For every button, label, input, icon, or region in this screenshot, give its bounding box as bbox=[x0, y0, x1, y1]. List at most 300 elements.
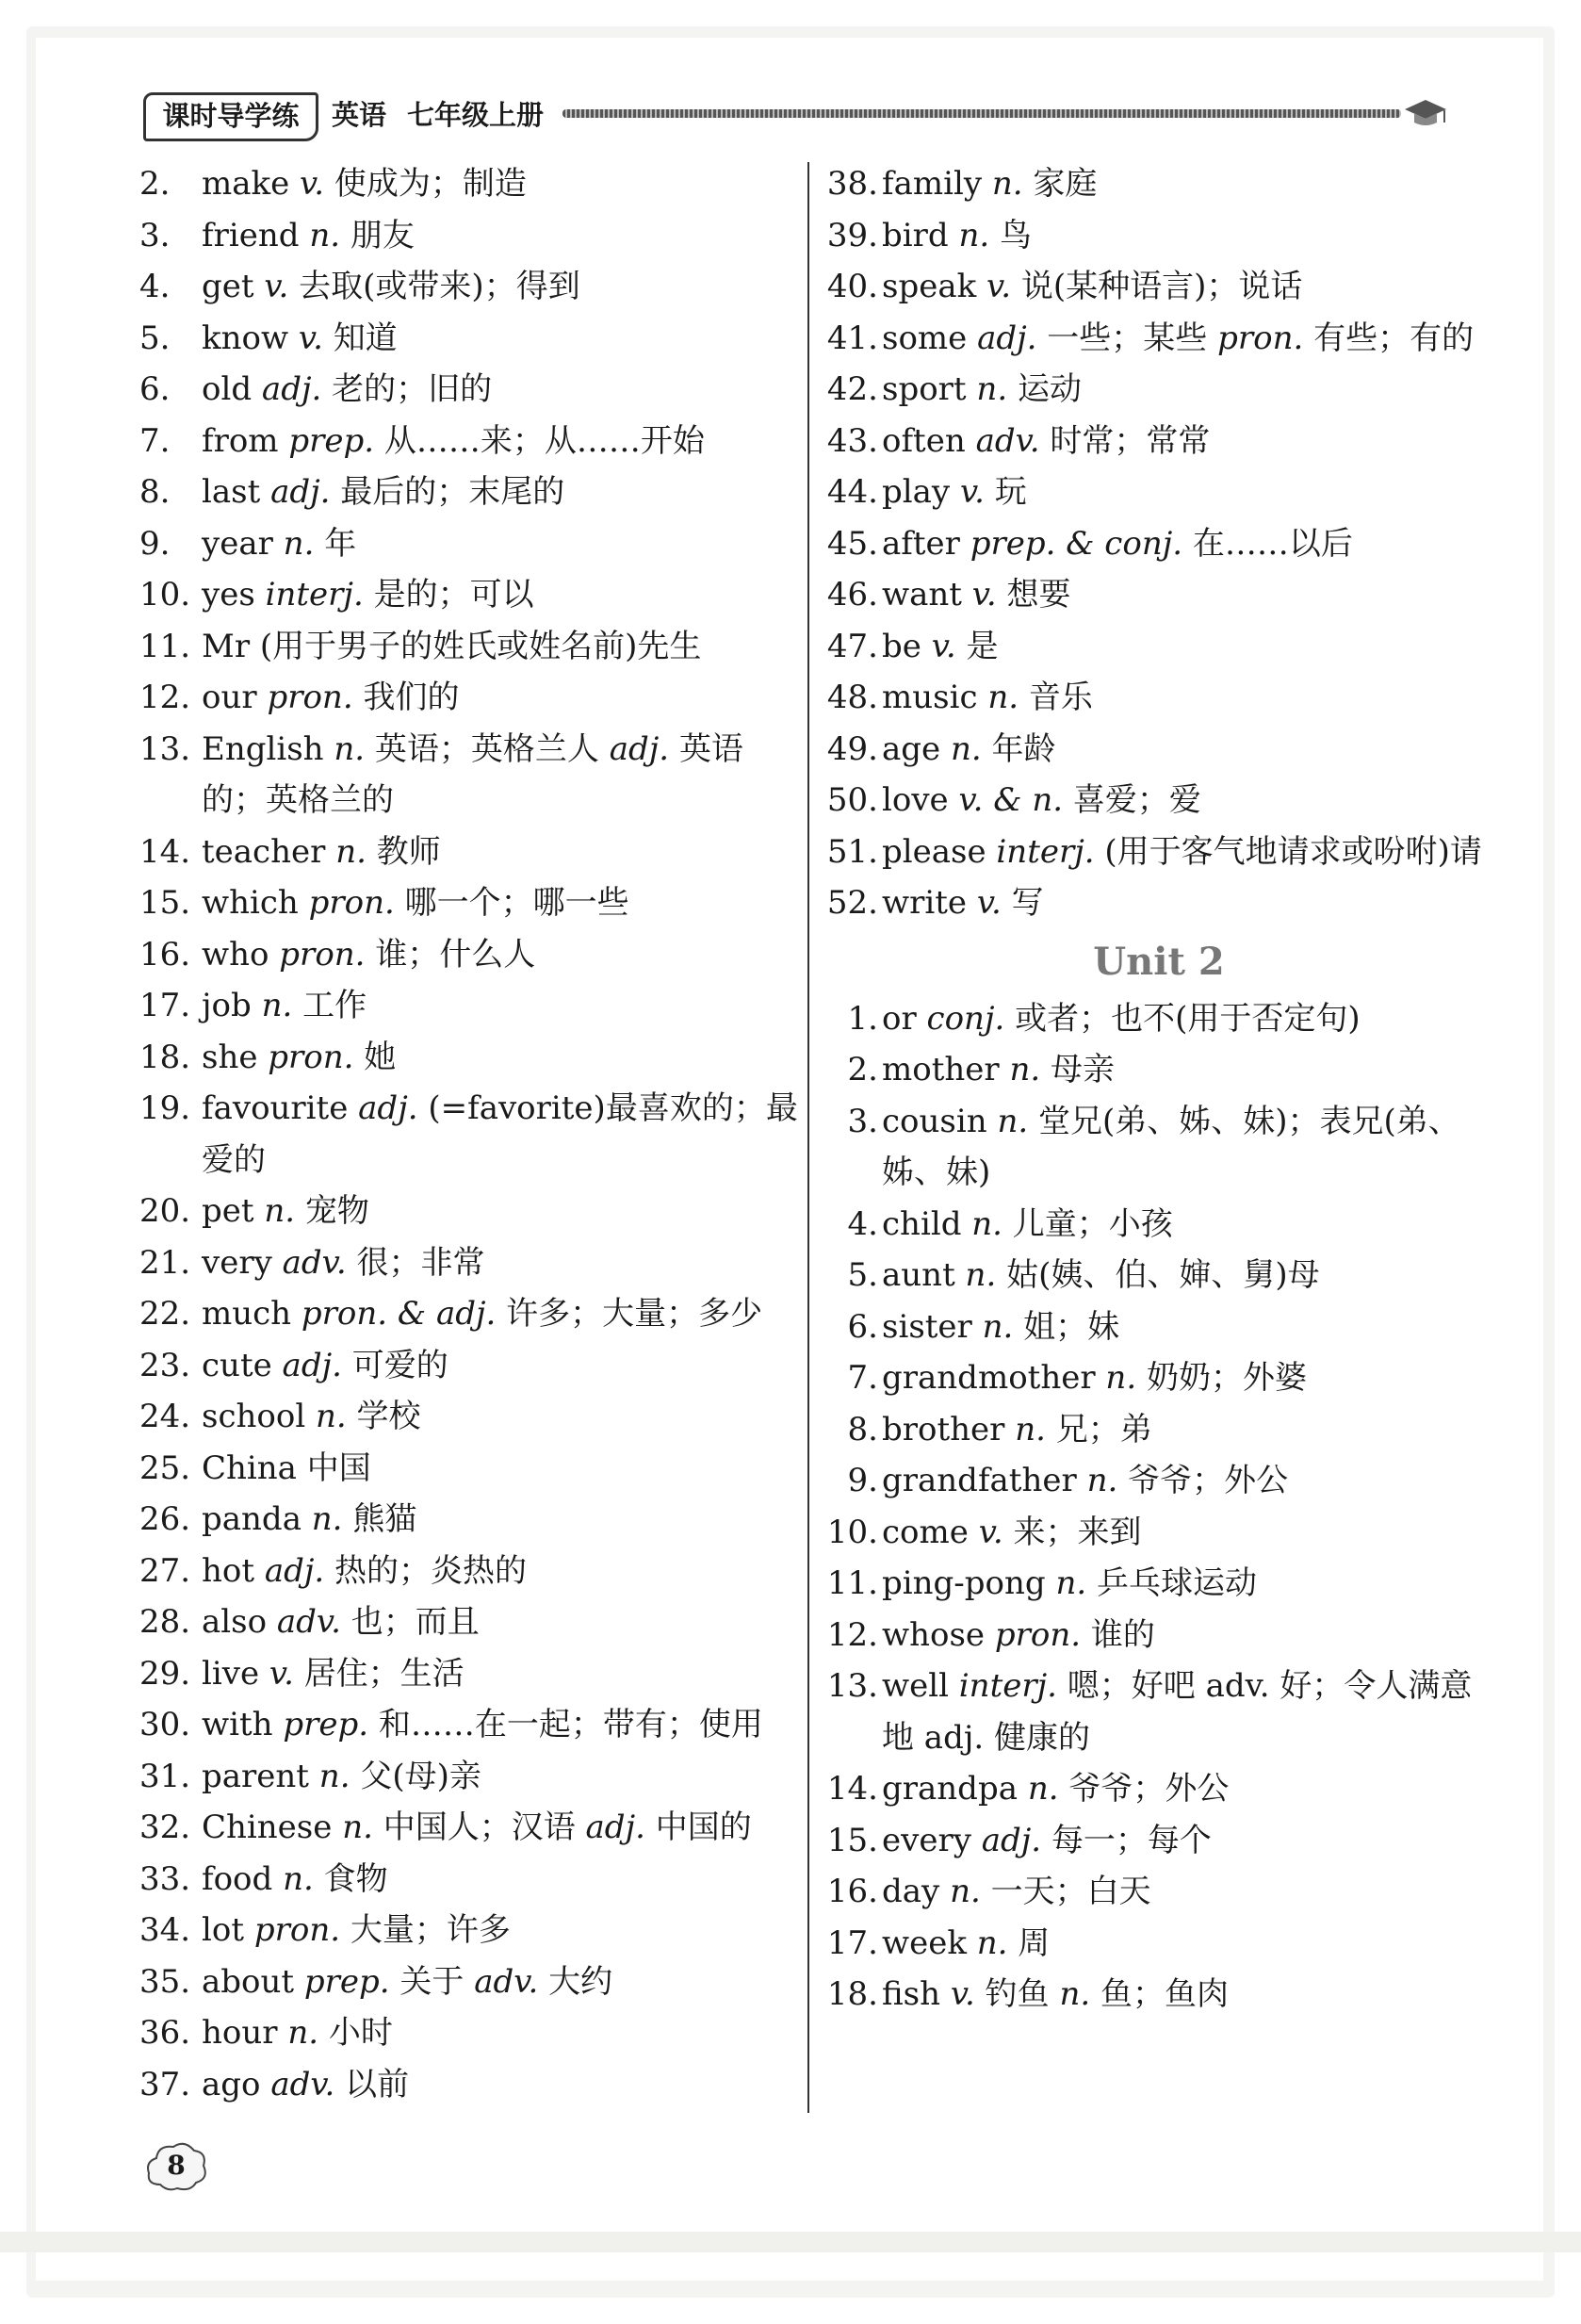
vocab-entry bbox=[139, 1905, 799, 1956]
vocab-entry bbox=[139, 466, 799, 518]
entry-word: get bbox=[202, 268, 254, 305]
entry-meaning: 一天；白天 bbox=[990, 1873, 1151, 1910]
entry-number: 44. bbox=[826, 473, 878, 511]
grade-label: 七年级上册 bbox=[407, 99, 545, 131]
vocab-entry bbox=[139, 1494, 799, 1546]
entry-part-of-speech: adj. bbox=[264, 1551, 325, 1590]
vocab-entry bbox=[820, 724, 1498, 776]
entry-number: 7. bbox=[847, 1359, 878, 1397]
entry-meaning: 鸟 bbox=[1000, 216, 1032, 254]
entry-word: last bbox=[202, 473, 261, 511]
vocab-entry bbox=[139, 826, 799, 878]
entry-number: 26. bbox=[139, 1500, 191, 1538]
vocab-entry bbox=[139, 1083, 799, 1186]
entry-part-of-speech-2: adj. bbox=[609, 729, 670, 768]
vocab-entry bbox=[820, 364, 1498, 416]
entry-word: child bbox=[882, 1204, 962, 1243]
vocab-entry bbox=[820, 416, 1498, 467]
entry-meaning: 学校 bbox=[356, 1398, 421, 1435]
entry-meaning: 运动 bbox=[1017, 370, 1082, 408]
entry-number: 1. bbox=[847, 999, 878, 1038]
entry-word: from bbox=[202, 421, 279, 460]
vocab-entry bbox=[820, 1815, 1498, 1867]
entry-part-of-speech: n. bbox=[1105, 1359, 1137, 1397]
entry-word: ago bbox=[202, 2065, 261, 2103]
entry-meaning: 我们的 bbox=[363, 679, 460, 716]
entry-meaning: 姑(姨、伯、婶、舅)母 bbox=[1006, 1256, 1320, 1294]
entry-word: come bbox=[882, 1513, 969, 1551]
vocab-entry bbox=[139, 1854, 799, 1906]
entry-meaning: 来；来到 bbox=[1013, 1513, 1142, 1551]
vocab-entry bbox=[820, 261, 1498, 313]
entry-meaning: 最后的；末尾的 bbox=[340, 473, 565, 511]
entry-meaning: 一些；某些 bbox=[1047, 319, 1208, 357]
entry-part-of-speech: n. bbox=[1055, 1564, 1087, 1602]
entry-meaning: (=favorite)最喜欢的；最爱的 bbox=[202, 1089, 798, 1179]
graduation-cap-icon bbox=[1401, 96, 1450, 130]
entry-number: 12. bbox=[826, 1615, 878, 1654]
entry-part-of-speech: v. bbox=[931, 627, 956, 665]
vocab-entry bbox=[139, 2059, 799, 2111]
entry-part-of-speech: n. bbox=[318, 1757, 350, 1795]
entry-meaning: 大量；许多 bbox=[350, 1911, 511, 1949]
entry-number: 21. bbox=[139, 1243, 191, 1282]
vocab-entry bbox=[820, 466, 1498, 518]
entry-number: 20. bbox=[139, 1192, 191, 1230]
entry-meaning: 老的；旧的 bbox=[332, 370, 493, 408]
entry-number: 8. bbox=[847, 1410, 878, 1448]
entry-meaning: 谁的 bbox=[1090, 1615, 1155, 1654]
vocab-entry bbox=[820, 1507, 1498, 1559]
entry-meaning: 教师 bbox=[376, 832, 441, 871]
entry-word: sister bbox=[882, 1307, 972, 1346]
entry-word: day bbox=[882, 1873, 940, 1910]
entry-meaning: 英语；英格兰人 bbox=[374, 729, 599, 768]
vocab-entry bbox=[820, 1301, 1498, 1353]
entry-number: 11. bbox=[826, 1564, 878, 1602]
entry-word: school bbox=[202, 1398, 306, 1435]
vocab-entry bbox=[820, 1610, 1498, 1661]
entry-part-of-speech: n. bbox=[1086, 1462, 1118, 1499]
entry-number: 46. bbox=[826, 576, 878, 614]
entry-part-of-speech: n. bbox=[997, 1102, 1029, 1140]
entry-number: 14. bbox=[139, 832, 191, 871]
vocab-entry bbox=[139, 569, 799, 621]
vocab-entry bbox=[820, 518, 1498, 570]
entry-part-of-speech: adj. bbox=[977, 319, 1037, 357]
entry-number: 10. bbox=[139, 576, 191, 614]
entry-word: some bbox=[882, 319, 968, 357]
entry-number: 5. bbox=[139, 319, 171, 357]
entry-word: English bbox=[202, 729, 324, 768]
entry-number: 13. bbox=[826, 1667, 878, 1705]
entry-word: also bbox=[202, 1603, 268, 1641]
entry-word: well bbox=[882, 1667, 949, 1705]
entry-word: or bbox=[882, 999, 917, 1038]
entry-word: job bbox=[202, 987, 252, 1024]
vocab-entry bbox=[820, 1866, 1498, 1918]
entry-meaning: 从……来；从……开始 bbox=[383, 421, 705, 460]
entry-meaning-2: 鱼；鱼肉 bbox=[1100, 1975, 1229, 2013]
entry-number: 47. bbox=[826, 627, 878, 665]
entry-part-of-speech: n. bbox=[287, 2014, 319, 2052]
entry-part-of-speech: n. bbox=[958, 216, 990, 254]
entry-number: 14. bbox=[826, 1770, 878, 1808]
entry-meaning: 和……在一起；带有；使用 bbox=[378, 1706, 763, 1743]
entry-number: 27. bbox=[139, 1551, 191, 1590]
entry-number: 17. bbox=[826, 1923, 878, 1962]
vocab-entry bbox=[139, 1340, 799, 1392]
vocab-entry bbox=[139, 1648, 799, 1700]
vocab-entry bbox=[820, 1763, 1498, 1815]
vocab-entry bbox=[139, 1596, 799, 1648]
entry-number: 45. bbox=[826, 524, 878, 563]
left-column bbox=[139, 158, 799, 2110]
entry-word: very bbox=[202, 1243, 272, 1282]
entry-part-of-speech: pron. bbox=[267, 679, 353, 716]
entry-number: 48. bbox=[826, 679, 878, 716]
entry-part-of-speech-2: pron. bbox=[1217, 319, 1304, 357]
entry-meaning: 乒乓球运动 bbox=[1097, 1564, 1258, 1602]
entry-word: friend bbox=[202, 216, 300, 254]
entry-meaning: 周 bbox=[1018, 1923, 1051, 1962]
entry-part-of-speech: prep. bbox=[283, 1706, 369, 1743]
entry-number: 9. bbox=[139, 524, 171, 563]
entry-number: 15. bbox=[139, 884, 191, 922]
entry-part-of-speech: n. bbox=[335, 832, 367, 871]
entry-meaning: 每一；每个 bbox=[1051, 1821, 1212, 1859]
entry-number: 29. bbox=[139, 1654, 191, 1693]
entry-number: 41. bbox=[826, 319, 878, 357]
entry-word: who bbox=[202, 935, 269, 974]
entry-meaning: 食物 bbox=[323, 1859, 388, 1898]
entry-number: 51. bbox=[826, 832, 878, 871]
header-divider bbox=[562, 109, 1401, 118]
entry-meaning: 朋友 bbox=[350, 216, 415, 254]
entry-part-of-speech: v. bbox=[300, 165, 325, 203]
vocab-entry bbox=[139, 1546, 799, 1597]
entry-part-of-speech: prep. & conj. bbox=[970, 524, 1183, 563]
entry-part-of-speech: n. bbox=[1027, 1770, 1059, 1808]
entry-number: 35. bbox=[139, 1962, 191, 2001]
entry-meaning: 她 bbox=[364, 1038, 397, 1076]
entry-number: 15. bbox=[826, 1821, 878, 1859]
entry-word: brother bbox=[882, 1410, 1005, 1448]
entry-part-of-speech: conj. bbox=[926, 999, 1005, 1038]
entry-meaning: 哪一个；哪一些 bbox=[404, 884, 629, 922]
entry-word: pet bbox=[202, 1192, 254, 1230]
vocab-entry bbox=[139, 1288, 799, 1340]
entry-meaning: 母亲 bbox=[1051, 1051, 1115, 1088]
vocab-list-unit2 bbox=[820, 993, 1498, 2021]
entry-part-of-speech: pron. bbox=[994, 1615, 1082, 1654]
entry-part-of-speech: v. bbox=[269, 1654, 294, 1693]
entry-part-of-speech: prep. bbox=[288, 421, 375, 460]
entry-word: hour bbox=[202, 2014, 278, 2052]
entry-part-of-speech: adv. bbox=[282, 1243, 347, 1282]
entry-part-of-speech: adv. bbox=[270, 2065, 335, 2103]
entry-number: 2. bbox=[847, 1051, 878, 1088]
entry-meaning: 去取(或带来)；得到 bbox=[299, 268, 580, 305]
entry-part-of-speech: n. bbox=[971, 1204, 1002, 1243]
entry-part-of-speech: n. bbox=[976, 1923, 1008, 1962]
entry-number: 16. bbox=[139, 935, 191, 974]
vocab-entry bbox=[820, 672, 1498, 724]
entry-meaning: 年龄 bbox=[991, 729, 1056, 768]
unit-heading: Unit 2 bbox=[1093, 939, 1225, 984]
entry-word: with bbox=[202, 1706, 273, 1743]
entry-part-of-speech: pron. bbox=[268, 1038, 354, 1076]
vocab-entry bbox=[139, 1802, 799, 1854]
vocab-entry bbox=[139, 1443, 799, 1495]
entry-meaning: 想要 bbox=[1006, 576, 1071, 614]
entry-word: live bbox=[202, 1654, 260, 1693]
vocab-entry bbox=[820, 1096, 1498, 1199]
entry-part-of-speech: pron. bbox=[253, 1911, 341, 1949]
vocab-entry bbox=[820, 158, 1498, 210]
entry-part-of-speech: interj. bbox=[958, 1667, 1057, 1705]
vocab-entry bbox=[139, 1699, 799, 1751]
entry-number: 32. bbox=[139, 1808, 191, 1846]
entry-word: old bbox=[202, 370, 253, 408]
entry-word: fish bbox=[882, 1975, 941, 2013]
entry-number: 11. bbox=[139, 627, 191, 665]
vocab-entry bbox=[820, 1352, 1498, 1404]
entry-word: teacher bbox=[202, 832, 326, 871]
vocab-entry bbox=[139, 980, 799, 1032]
entry-number: 25. bbox=[139, 1448, 191, 1487]
vocab-entry bbox=[139, 518, 799, 570]
vocab-entry bbox=[139, 416, 799, 467]
entry-meaning: 喜爱；爱 bbox=[1072, 781, 1201, 819]
entry-part-of-speech: n. bbox=[950, 729, 982, 768]
entry-part-of-speech: adj. bbox=[358, 1089, 418, 1127]
vocab-entry bbox=[820, 313, 1498, 365]
entry-meaning: 音乐 bbox=[1028, 679, 1093, 716]
entry-number: 19. bbox=[139, 1089, 191, 1127]
entry-word: cousin bbox=[882, 1102, 987, 1140]
entry-word: which bbox=[202, 884, 299, 922]
vocab-entry bbox=[139, 2007, 799, 2059]
entry-part-of-speech: n. bbox=[1015, 1410, 1046, 1448]
entry-meaning: (用于客气地请求或吩咐)请 bbox=[1104, 832, 1482, 871]
entry-number: 3. bbox=[847, 1102, 878, 1140]
entry-meaning: 父(母)亲 bbox=[360, 1757, 481, 1795]
entry-part-of-speech: adj. bbox=[981, 1821, 1042, 1859]
entry-number: 52. bbox=[826, 884, 878, 922]
entry-part-of-speech: n. bbox=[334, 729, 366, 768]
vocab-entry bbox=[139, 672, 799, 724]
entry-meaning: 可爱的 bbox=[351, 1346, 448, 1384]
entry-number: 38. bbox=[826, 165, 878, 203]
entry-meaning: 写 bbox=[1011, 884, 1044, 922]
entry-part-of-speech: adj. bbox=[270, 473, 331, 511]
vocab-entry bbox=[139, 929, 799, 981]
entry-word: much bbox=[202, 1295, 292, 1333]
page-header bbox=[143, 92, 1443, 139]
vocab-entry bbox=[820, 1455, 1498, 1507]
entry-word: mother bbox=[882, 1051, 1000, 1088]
vocab-entry bbox=[820, 569, 1498, 621]
vocab-entry bbox=[820, 1969, 1498, 2021]
entry-part-of-speech: n. bbox=[309, 216, 341, 254]
entry-part-of-speech: v. bbox=[264, 268, 289, 305]
entry-word: want bbox=[882, 576, 962, 614]
entry-meaning: 家庭 bbox=[1033, 165, 1098, 203]
entry-part-of-speech: n. bbox=[991, 165, 1023, 203]
entry-number: 12. bbox=[139, 679, 191, 716]
entry-meaning: 姐；妹 bbox=[1023, 1307, 1120, 1346]
entry-part-of-speech: pron. & adj. bbox=[301, 1295, 497, 1333]
entry-word: every bbox=[882, 1821, 971, 1859]
entry-word: hot bbox=[202, 1551, 255, 1590]
entry-number: 34. bbox=[139, 1911, 191, 1949]
entry-word: panda bbox=[202, 1500, 302, 1538]
entry-part-of-speech: interj. bbox=[265, 576, 364, 614]
entry-meaning: 关于 bbox=[399, 1962, 465, 2001]
entry-number: 17. bbox=[139, 987, 191, 1024]
entry-part-of-speech-2: adv. bbox=[474, 1962, 539, 2001]
entry-part-of-speech: v. bbox=[971, 576, 997, 614]
entry-part-of-speech: pron. bbox=[279, 935, 366, 974]
entry-part-of-speech: n. bbox=[987, 679, 1019, 716]
vocab-entry bbox=[820, 1918, 1498, 1970]
entry-number: 6. bbox=[139, 370, 171, 408]
entry-word: year bbox=[202, 524, 273, 563]
vocab-list-unit1-continued bbox=[820, 158, 1498, 929]
entry-word: favourite bbox=[202, 1089, 349, 1127]
entry-meaning: 中国人；汉语 bbox=[383, 1808, 576, 1846]
vocab-entry bbox=[820, 621, 1498, 673]
vocab-entry bbox=[139, 1237, 799, 1289]
entry-part-of-speech: n. bbox=[342, 1808, 373, 1846]
entry-part-of-speech: n. bbox=[261, 987, 293, 1024]
vocab-entry bbox=[820, 1404, 1498, 1456]
entry-part-of-speech: n. bbox=[283, 524, 315, 563]
entry-word: often bbox=[882, 421, 966, 460]
entry-meaning: 以前 bbox=[345, 2065, 410, 2103]
entry-number: 18. bbox=[139, 1038, 191, 1076]
entry-number: 23. bbox=[139, 1346, 191, 1384]
entry-word: she bbox=[202, 1038, 258, 1076]
entry-word: food bbox=[202, 1859, 273, 1898]
entry-word: family bbox=[882, 165, 983, 203]
entry-part-of-speech: adv. bbox=[276, 1603, 341, 1641]
entry-word: aunt bbox=[882, 1256, 955, 1294]
entry-number: 9. bbox=[847, 1462, 878, 1499]
vocab-entry bbox=[820, 1250, 1498, 1301]
entry-word: Mr bbox=[202, 627, 251, 665]
entry-part-of-speech-2: n. bbox=[1059, 1975, 1091, 2013]
vocab-entry bbox=[820, 993, 1498, 1045]
entry-word: know bbox=[202, 319, 289, 357]
entry-part-of-speech: adv. bbox=[975, 421, 1040, 460]
entry-word: parent bbox=[202, 1757, 309, 1795]
entry-word: lot bbox=[202, 1911, 245, 1949]
entry-part-of-speech: n. bbox=[976, 370, 1008, 408]
entry-meaning: 在……以后 bbox=[1192, 524, 1353, 563]
vocab-entry bbox=[139, 1391, 799, 1443]
entry-word: please bbox=[882, 832, 986, 871]
entry-part-of-speech: prep. bbox=[303, 1962, 390, 2001]
entry-meaning: 知道 bbox=[333, 319, 398, 357]
entry-meaning: 工作 bbox=[302, 987, 367, 1024]
entry-word: cute bbox=[202, 1346, 272, 1384]
entry-meaning: 是 bbox=[966, 627, 999, 665]
entry-meaning-2: 有些；有的 bbox=[1313, 319, 1475, 357]
entry-number: 28. bbox=[139, 1603, 191, 1641]
entry-meaning: 也；而且 bbox=[350, 1603, 480, 1641]
entry-meaning: 宠物 bbox=[304, 1192, 369, 1230]
entry-number: 18. bbox=[826, 1975, 878, 2013]
entry-number: 50. bbox=[826, 781, 878, 819]
entry-meaning: 钓鱼 bbox=[985, 1975, 1050, 2013]
entry-word: China bbox=[202, 1448, 297, 1487]
entry-part-of-speech: v. & n. bbox=[958, 781, 1064, 819]
entry-word: age bbox=[882, 729, 941, 768]
entry-word: Chinese bbox=[202, 1808, 333, 1846]
entry-number: 22. bbox=[139, 1295, 191, 1333]
entry-word: grandmother bbox=[882, 1359, 1096, 1397]
entry-meaning: 嗯；好吧 adv. 好；令人满意地 adj. 健康的 bbox=[882, 1667, 1473, 1757]
entry-number: 8. bbox=[139, 473, 171, 511]
vocab-entry bbox=[139, 210, 799, 262]
entry-word: grandfather bbox=[882, 1462, 1077, 1499]
vocab-entry bbox=[139, 621, 799, 673]
entry-word: our bbox=[202, 679, 257, 716]
entry-word: be bbox=[882, 627, 921, 665]
entry-number: 36. bbox=[139, 2014, 191, 2052]
entry-meaning: 兄；弟 bbox=[1055, 1410, 1152, 1448]
entry-part-of-speech: n. bbox=[311, 1500, 343, 1538]
vocab-entry bbox=[139, 1956, 799, 2008]
entry-meaning: 说(某种语言)；说话 bbox=[1020, 268, 1303, 305]
entry-number: 10. bbox=[826, 1513, 878, 1551]
entry-number: 42. bbox=[826, 370, 878, 408]
entry-number: 40. bbox=[826, 268, 878, 305]
entry-number: 4. bbox=[847, 1204, 878, 1243]
entry-number: 39. bbox=[826, 216, 878, 254]
entry-word: sport bbox=[882, 370, 967, 408]
entry-meaning: 谁；什么人 bbox=[375, 935, 536, 974]
entry-part-of-speech: n. bbox=[316, 1398, 347, 1435]
entry-word: play bbox=[882, 473, 951, 511]
entry-word: music bbox=[882, 679, 978, 716]
entry-meaning: 儿童；小孩 bbox=[1012, 1204, 1173, 1243]
vocab-entry bbox=[820, 1661, 1498, 1763]
entry-number: 2. bbox=[139, 165, 171, 203]
entry-meaning: 中国 bbox=[306, 1448, 371, 1487]
entry-number: 4. bbox=[139, 268, 171, 305]
entry-meaning: 时常；常常 bbox=[1050, 421, 1211, 460]
entry-number: 5. bbox=[847, 1256, 878, 1294]
entry-meaning: 很；非常 bbox=[356, 1243, 485, 1282]
vocab-entry bbox=[139, 724, 799, 826]
entry-part-of-speech: n. bbox=[1009, 1051, 1041, 1088]
entry-part-of-speech-2: adj. bbox=[585, 1808, 645, 1846]
entry-word: week bbox=[882, 1923, 967, 1962]
entry-meaning: 是的；可以 bbox=[373, 576, 534, 614]
entry-meaning: 熊猫 bbox=[352, 1500, 417, 1538]
entry-meaning: 使成为；制造 bbox=[334, 165, 527, 203]
entry-part-of-speech: n. bbox=[283, 1859, 314, 1898]
entry-number: 6. bbox=[847, 1307, 878, 1346]
bottom-band bbox=[0, 2232, 1581, 2252]
entry-word: ping-pong bbox=[882, 1564, 1046, 1602]
entry-part-of-speech: n. bbox=[950, 1873, 981, 1910]
series-title: 课时导学练 bbox=[143, 92, 318, 141]
entry-number: 30. bbox=[139, 1706, 191, 1743]
